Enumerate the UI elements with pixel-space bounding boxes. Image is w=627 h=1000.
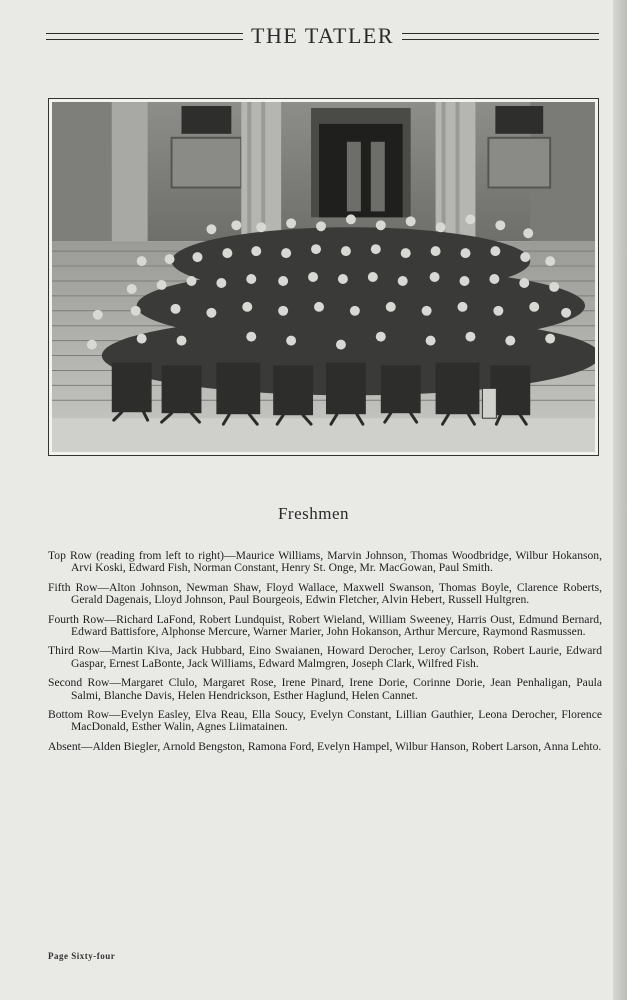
- header-rule-left: [46, 33, 243, 40]
- page-title: THE TATLER: [251, 23, 394, 48]
- section-title: Freshmen: [277, 504, 350, 523]
- page-number: Page Sixty-four: [48, 951, 116, 961]
- class-photo-frame: [48, 98, 599, 456]
- row-bottom: Bottom Row—Evelyn Easley, Elva Reau, Ella Soucy, Evelyn Constant, Lillian Gauthier, Leona Derocher, Florence MacDonald, Esther Walin, Agnes Liimatainen.: [48, 708, 602, 734]
- row-top: Top Row (reading from left to right)—Maurice Williams, Marvin Johnson, Thomas Woodbridge, Wilbur Hokanson, Arvi Koski, Edward Fish, Norman Constant, Henry St. Onge, Mr. MacGowan, Paul Smith.: [48, 549, 602, 575]
- page-header: [46, 22, 599, 50]
- class-photo: [52, 102, 595, 452]
- row-absent: Absent—Alden Biegler, Arnold Bengston, Ramona Ford, Evelyn Hampel, Wilbur Hanson, Robert Larson, Anna Lehto.: [48, 739, 602, 753]
- row-fourth: Fourth Row—Richard LaFond, Robert Lundquist, Robert Wieland, William Sweeney, Harris Oust, Edmund Bernard, Edward Battisfore, Alphonse Mercure, Warner Marier, John Hokanson, Arthur Mercure, Raymond Rasmussen.: [48, 612, 602, 639]
- row-second: Second Row—Margaret Clulo, Margaret Rose, Irene Pinard, Irene Dorie, Corinne Dorie, Jean Penhaligan, Paula Salmi, Blanche Davis, Helen Hendrickson, Esther Haglund, Helen Cannet.: [48, 676, 602, 702]
- name-list: [48, 550, 602, 760]
- page-edge-shadow: [613, 0, 627, 1000]
- row-third: Third Row—Martin Kiva, Jack Hubbard, Eino Swaianen, Howard Derocher, Leroy Carlson, Robert Laurie, Edward Gaspar, Ernest LaBonte, Jack Williams, Edward Malmgren, Joseph Clark, Wilfred Fish.: [48, 644, 602, 670]
- row-fifth: Fifth Row—Alton Johnson, Newman Shaw, Floyd Wallace, Maxwell Swanson, Thomas Boyle, Clarence Roberts, Gerald Dagenais, Lloyd Johnson, Paul Bourgeois, Edwin Fletcher, Alvin Hebert, Russell Hultgren.: [48, 580, 602, 607]
- header-rule-right: [402, 33, 599, 40]
